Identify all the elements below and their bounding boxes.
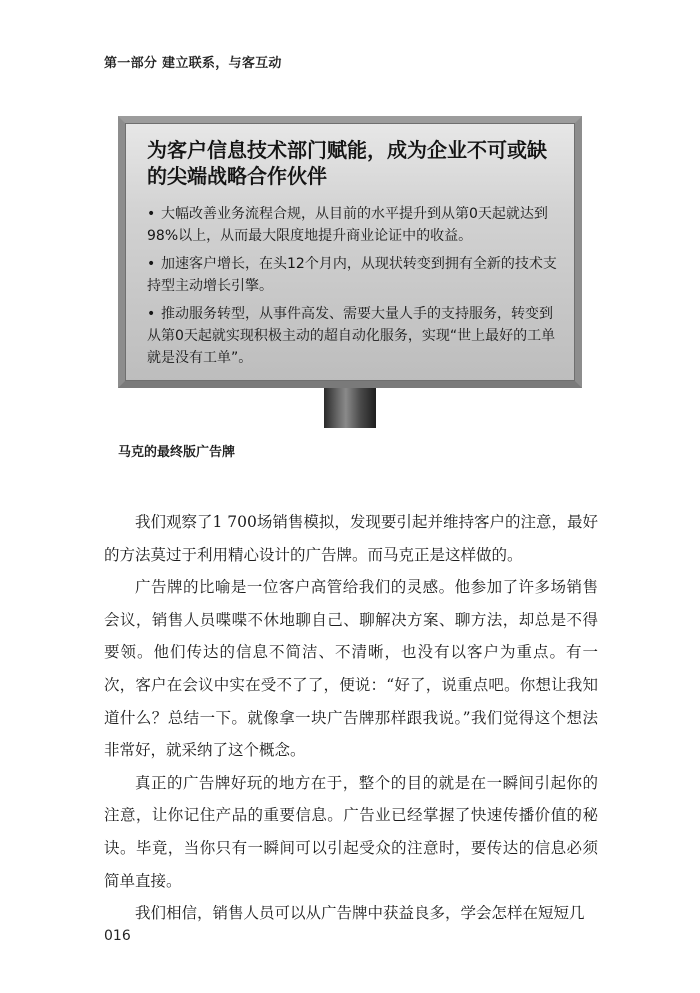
billboard <box>118 116 582 388</box>
billboard-item-text: 加速客户增长，在头12个月内，从现状转变到拥有全新的技术支持型主动增长引擎。 <box>147 256 557 294</box>
page-number: 016 <box>104 928 131 944</box>
billboard-item-text: 大幅改善业务流程合规，从目前的水平提升到从第0天起就达到98%以上，从而最大限度地提升商业论证中的收益。 <box>147 206 548 244</box>
billboard-pole <box>324 388 376 428</box>
paragraph: 我们观察了1 700场销售模拟，发现要引起并维持客户的注意，最好的方法莫过于利用精心设计的广告牌。而马克正是这样做的。 <box>104 513 598 564</box>
billboard-title: 为客户信息技术部门赋能，成为企业不可或缺的尖端战略合作伙伴 <box>147 138 547 188</box>
running-header: 第一部分 建立联系，与客互动 <box>104 56 282 71</box>
bullet-icon: • <box>147 256 156 272</box>
billboard-list <box>147 203 557 375</box>
paragraph: 真正的广告牌好玩的地方在于，整个的目的就是在一瞬间引起你的注意，让你记住产品的重要信息。广告业已经掌握了快速传播价值的秘诀。毕竟，当你只有一瞬间可以引起受众的注意时，要传达的信息必须简单直接。 <box>104 773 598 890</box>
paragraph: 我们相信，销售人员可以从广告牌中获益良多，学会怎样在短短几 <box>135 904 585 923</box>
billboard-item <box>147 253 557 297</box>
billboard-item <box>147 203 557 247</box>
bullet-icon: • <box>147 306 156 322</box>
figure-caption: 马克的最终版广告牌 <box>118 445 236 460</box>
billboard-item <box>147 303 557 369</box>
body-text <box>104 506 598 930</box>
paragraph: 广告牌的比喻是一位客户高管给我们的灵感。他参加了许多场销售会议，销售人员喋喋不休地聊自己、聊解决方案、聊方法，却总是不得要领。他们传达的信息不简洁、不清晰，也没有以客户为重点。有一次，客户在会议中实在受不了了，便说：“好了，说重点吧。你想让我知道什么？总结一下。就像拿一块广告牌那样跟我说。”我们觉得这个想法非常好，就采纳了这个概念。 <box>104 578 598 760</box>
bullet-icon: • <box>147 206 156 222</box>
billboard-item-text: 推动服务转型，从事件高发、需要大量人手的支持服务，转变到从第0天起就实现积极主动的超自动化服务，实现“世上最好的工单就是没有工单”。 <box>147 306 556 366</box>
